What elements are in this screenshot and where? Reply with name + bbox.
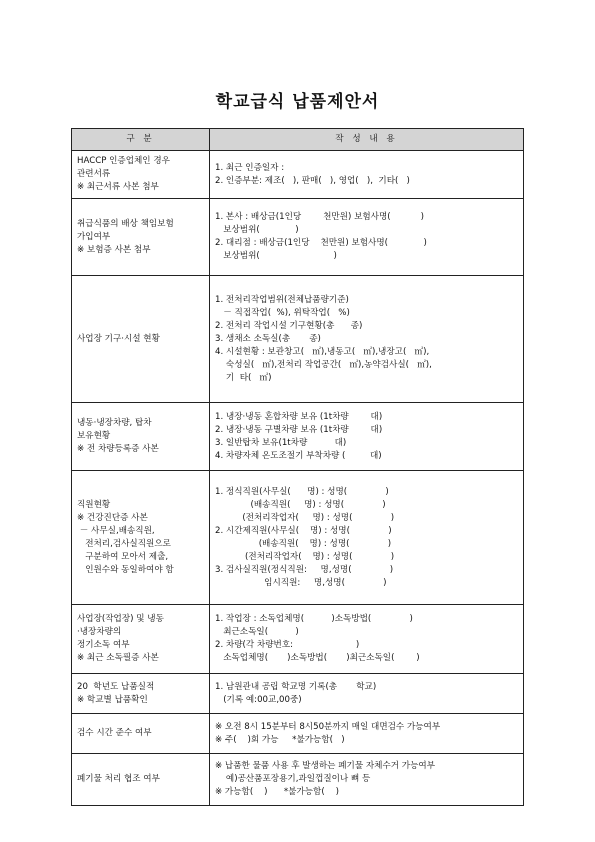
content-line: 1. 정식직원(사무실( 명) : 성명( ) [215, 486, 389, 497]
row-label [72, 276, 210, 403]
content-line: 1. 최근 인증일자 : [215, 162, 285, 173]
row-content [210, 714, 524, 754]
content-line: 최근소독일( ) [215, 627, 299, 637]
label-line: 냉동·냉장차량, 탑차 [77, 418, 152, 428]
content-line: 1. 전처리작업범위(전체납품량기준) [215, 294, 349, 305]
content-line: 소독업체명( )소독방법( )최근소독일( ) [215, 653, 420, 663]
content-line: (배송직원( 명) : 성명( ) [215, 538, 392, 549]
row-content [210, 471, 524, 605]
row-content [210, 151, 524, 199]
content-line: 보상범위( ) [215, 251, 337, 261]
content-line: － 직접작업( %), 위탁작업( %) [215, 307, 350, 318]
table-row [72, 605, 524, 674]
row-content [210, 674, 524, 714]
table-row [72, 151, 524, 199]
label-line: 보유현황 [77, 431, 111, 441]
label-line: ※ 전 차량등록증 사본 [77, 444, 159, 454]
content-line: 1. 냉장·냉동 혼합차량 보유 (1t차량 대) [215, 411, 383, 422]
label-line: 정기소독 여부 [77, 640, 130, 650]
content-line: 1. 본사 : 배상금(1인당 천만원) 보험사명( ) [215, 212, 425, 222]
content-line: 3. 생채소 소독실(총 종) [215, 333, 321, 344]
row-label [72, 674, 210, 714]
table-header-row [72, 129, 524, 151]
label-line: ※ 최근 소독필증 사본 [77, 653, 159, 663]
label-line: 전처리,검사실직원으로 [77, 538, 171, 549]
label-line: 검수 시간 준수 여부 [77, 728, 152, 738]
label-line: 20 학년도 납품실적 [77, 681, 155, 692]
label-line: 취급식품의 배상 책임보험 [77, 218, 174, 229]
header-content: 작 성 내 용 [210, 129, 524, 151]
row-label [72, 714, 210, 754]
content-line: 임시직원: 명,성명( ) [215, 577, 387, 588]
content-line: (기록 예:00교,00중) [215, 694, 302, 705]
label-line: HACCP 인증업체인 경우 [77, 156, 170, 166]
row-content [210, 403, 524, 471]
content-line: ※ 주( )회 가능 *불가능함( ) [215, 734, 345, 745]
header-category: 구 분 [72, 129, 210, 151]
content-line: 예)공산품포장용기,과일껍질이나 뼈 등 [215, 774, 371, 784]
proposal-form-table [71, 128, 524, 806]
content-line: ※ 납품한 물품 사용 후 발생하는 폐기물 자체수거 가능여부 [215, 761, 435, 771]
content-line: ※ 오전 8시 15분부터 8시50분까지 매일 대면검수 가능여부 [215, 721, 441, 732]
content-line: 1. 남원관내 공립 학교명 기록(총 학교) [215, 681, 377, 692]
content-line: 기 타( ㎡) [215, 372, 272, 383]
content-line: 2. 인증부분: 제조( ), 판매( ), 영업( ), 기타( ) [215, 175, 410, 186]
row-label [72, 151, 210, 199]
content-line: 3. 검사실직원(정식직원: 명,성명( ) [215, 564, 394, 575]
table-row [72, 714, 524, 754]
label-line: 폐기물 처리 협조 여부 [77, 774, 160, 784]
content-line: 2. 차량(각 차량번호: ) [215, 640, 360, 650]
content-line: 보상범위( ) [215, 225, 299, 235]
row-content [210, 605, 524, 674]
label-line: 사업장 기구·시설 현황 [77, 333, 160, 344]
content-line: 2. 시간제직원(사무실( 명) : 성명( ) [215, 525, 392, 536]
row-label [72, 471, 210, 605]
row-label [72, 605, 210, 674]
label-line: 관련서류 [77, 169, 111, 179]
table-row [72, 754, 524, 806]
row-content [210, 754, 524, 806]
content-line: (전처리작업자( 명) : 성명( ) [215, 512, 395, 523]
label-line: ※ 보험증 사본 첨부 [77, 244, 151, 255]
label-line: ※ 학교별 납품확인 [77, 694, 148, 705]
row-label [72, 403, 210, 471]
table-row [72, 403, 524, 471]
content-line: 1. 작업장 : 소독업체명( )소독방법( ) [215, 614, 413, 624]
row-content [210, 199, 524, 276]
table-row [72, 674, 524, 714]
row-label [72, 199, 210, 276]
page-title: 학교급식 납품제안서 [215, 92, 380, 112]
label-line: － 사무실,배송직원, [77, 525, 155, 536]
content-line: (전처리작업자( 명) : 성명( ) [215, 551, 395, 562]
label-line: ※ 건강진단증 사본 [77, 512, 148, 523]
table-row [72, 199, 524, 276]
label-line: 인원수와 동일하여야 함 [77, 564, 174, 575]
content-line: 4. 차량자체 온도조절기 부착차량 ( 대) [215, 450, 382, 461]
label-line: ·냉장차량의 [77, 627, 122, 637]
row-content [210, 276, 524, 403]
label-line: 직원현황 [77, 499, 111, 510]
content-line: ※ 가능함( ) *불가능함( ) [215, 787, 339, 797]
content-line: 4. 시설현황 : 보관창고( ㎡),냉동고( ㎡),냉장고( ㎡), [215, 346, 430, 357]
label-line: 가입여부 [77, 231, 111, 242]
content-line: 2. 냉장·냉동 구별차량 보유 (1t차량 대) [215, 424, 383, 435]
content-line: 2. 전처리 작업시설 기구현황(총 종) [215, 320, 363, 331]
label-line: 구분하여 모아서 제출, [77, 551, 169, 562]
label-line: ※ 최근서류 사본 첨부 [77, 182, 159, 192]
content-line: 3. 일반탑차 보유(1t차량 대) [215, 437, 347, 448]
table-row [72, 276, 524, 403]
content-line: (배송직원( 명) : 성명( ) [215, 499, 386, 510]
label-line: 사업장(작업장) 및 냉동 [77, 614, 164, 624]
content-line: 2. 대리점 : 배상금(1인당 천만원) 보험사명( ) [215, 238, 427, 248]
row-label [72, 754, 210, 806]
content-line: 숙성실( ㎡),전처리 작업공간( ㎡),농약검사실( ㎡), [215, 359, 432, 370]
table-row [72, 471, 524, 605]
